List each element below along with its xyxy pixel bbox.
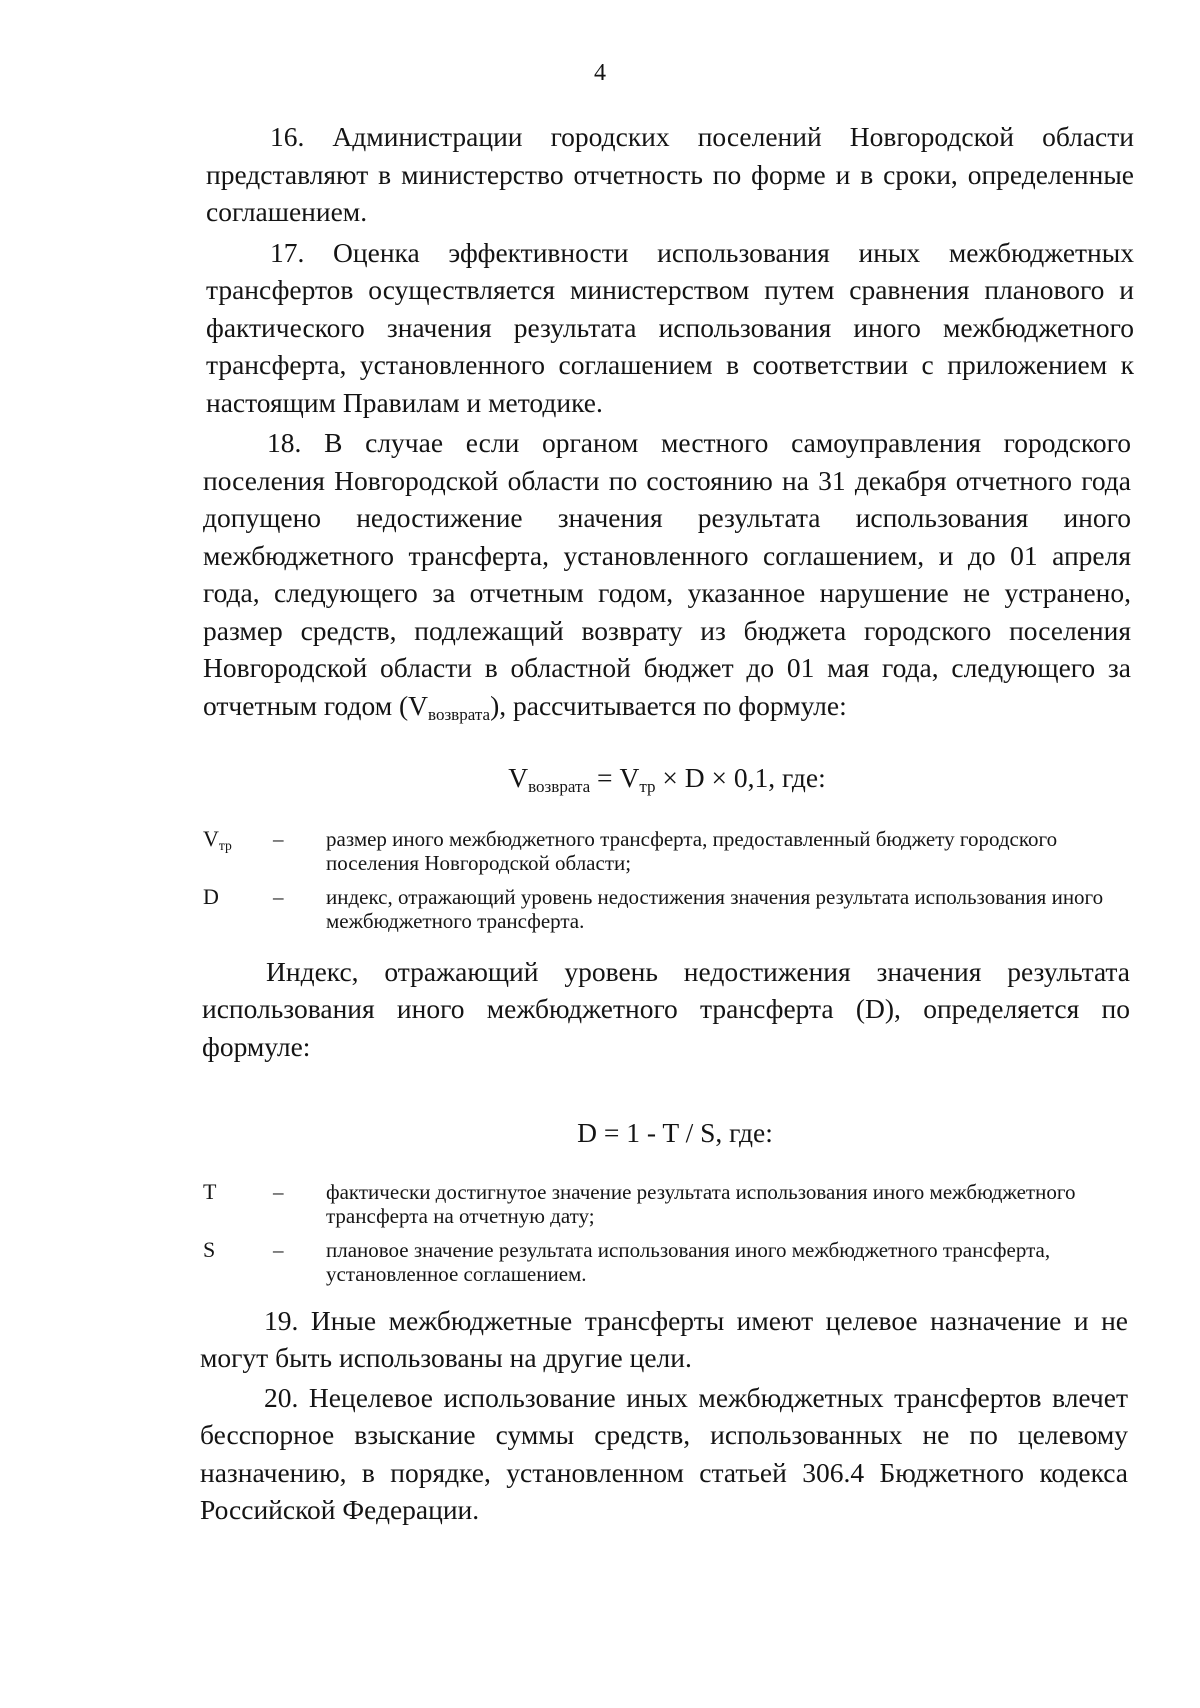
definition-dash: – bbox=[273, 884, 284, 909]
definition-text: фактически достигнутое значение результата использования иного межбюджетного трансферта на отчетную дату; bbox=[326, 1179, 1076, 1228]
formula-index: D = 1 - T / S, где: bbox=[577, 1117, 773, 1148]
definition-text: плановое значение результата использования иного межбюджетного трансферта, установленное соглашением. bbox=[326, 1237, 1051, 1286]
formula-vtr-symbol: V bbox=[619, 762, 640, 793]
definition-dash: – bbox=[273, 1179, 284, 1204]
paragraph-index: Индекс, отражающий уровень недостижения значения результата использования иного межбюджетного трансферта (D), определяется по формуле: bbox=[202, 955, 1130, 1062]
paragraph-18-tail: ), рассчитывается по формуле: bbox=[490, 689, 847, 721]
definition-symbol: D bbox=[203, 883, 219, 909]
formula-v-symbol: V bbox=[508, 762, 529, 793]
paragraph-17: 17. Оценка эффективности использования иных межбюджетных трансфертов осуществляется министерством путем сравнения планового и фактического значения результата использования иного межбюджетного трансферта, установленного соглашением в соответствии с приложением к настоящим Правилам и методике. bbox=[206, 236, 1134, 418]
v-return-symbol: V bbox=[408, 689, 429, 721]
definition-s bbox=[203, 1238, 1128, 1286]
formula-rest: × D × 0,1, где: bbox=[655, 762, 826, 793]
paragraph-18-text: 18. В случае если органом местного самоуправления городского поселения Новгородской области по состоянию на 31 декабря отчетного года допущено недостижение значения результата использования иного межбюджетного трансферта, установленного соглашением, и до 01 апреля года, следующего за отчетным годом, указанное нарушение не устранено, размер средств, подлежащий возврату из бюджета городского поселения Новгородской области в областной бюджет до 01 мая года, следующего за отчетным годом ( bbox=[203, 427, 1131, 721]
definition-text: размер иного межбюджетного трансферта, предоставленный бюджету городского поселения Новгородской области; bbox=[326, 826, 1058, 875]
definition-symbol: $V_{тр}$ bbox=[203, 825, 232, 853]
definition-d bbox=[203, 885, 1128, 933]
definitions-list-1 bbox=[203, 827, 1128, 933]
definition-text: индекс, отражающий уровень недостижения значения результата использования иного межбюджетного трансферта. bbox=[326, 884, 1104, 933]
formula-vtr-subscript: тр bbox=[639, 777, 656, 797]
definition-t bbox=[203, 1180, 1128, 1228]
paragraph-18 bbox=[203, 424, 1131, 724]
paragraph-20: 20. Нецелевое использование иных межбюджетных трансфертов влечет бесспорное взыскание суммы средств, использованных не по целевому назначению, в порядке, установленном статьей 306.4 Бюджетного кодекса Российской Федерации. bbox=[200, 1381, 1128, 1525]
definition-vtr bbox=[203, 827, 1128, 875]
definitions-list-2 bbox=[203, 1180, 1128, 1286]
formula-equals: = bbox=[590, 762, 620, 793]
v-return-subscript: возврата bbox=[428, 704, 491, 724]
formula-v-subscript: возврата bbox=[528, 777, 591, 797]
formula-return bbox=[0, 759, 1200, 797]
definition-symbol: T bbox=[203, 1178, 217, 1204]
paragraph-16: 16. Администрации городских поселений Новгородской области представляют в министерство отчетность по форме и в сроки, определенные соглашением. bbox=[206, 121, 1134, 227]
definition-dash: – bbox=[273, 826, 284, 851]
paragraph-19: 19. Иные межбюджетные трансферты имеют целевое назначение и не могут быть использованы на другие цели. bbox=[200, 1304, 1128, 1373]
definition-symbol: S bbox=[203, 1236, 216, 1262]
document-body bbox=[0, 118, 1200, 1529]
definition-dash: – bbox=[273, 1237, 284, 1262]
page-number: 4 bbox=[594, 60, 606, 86]
